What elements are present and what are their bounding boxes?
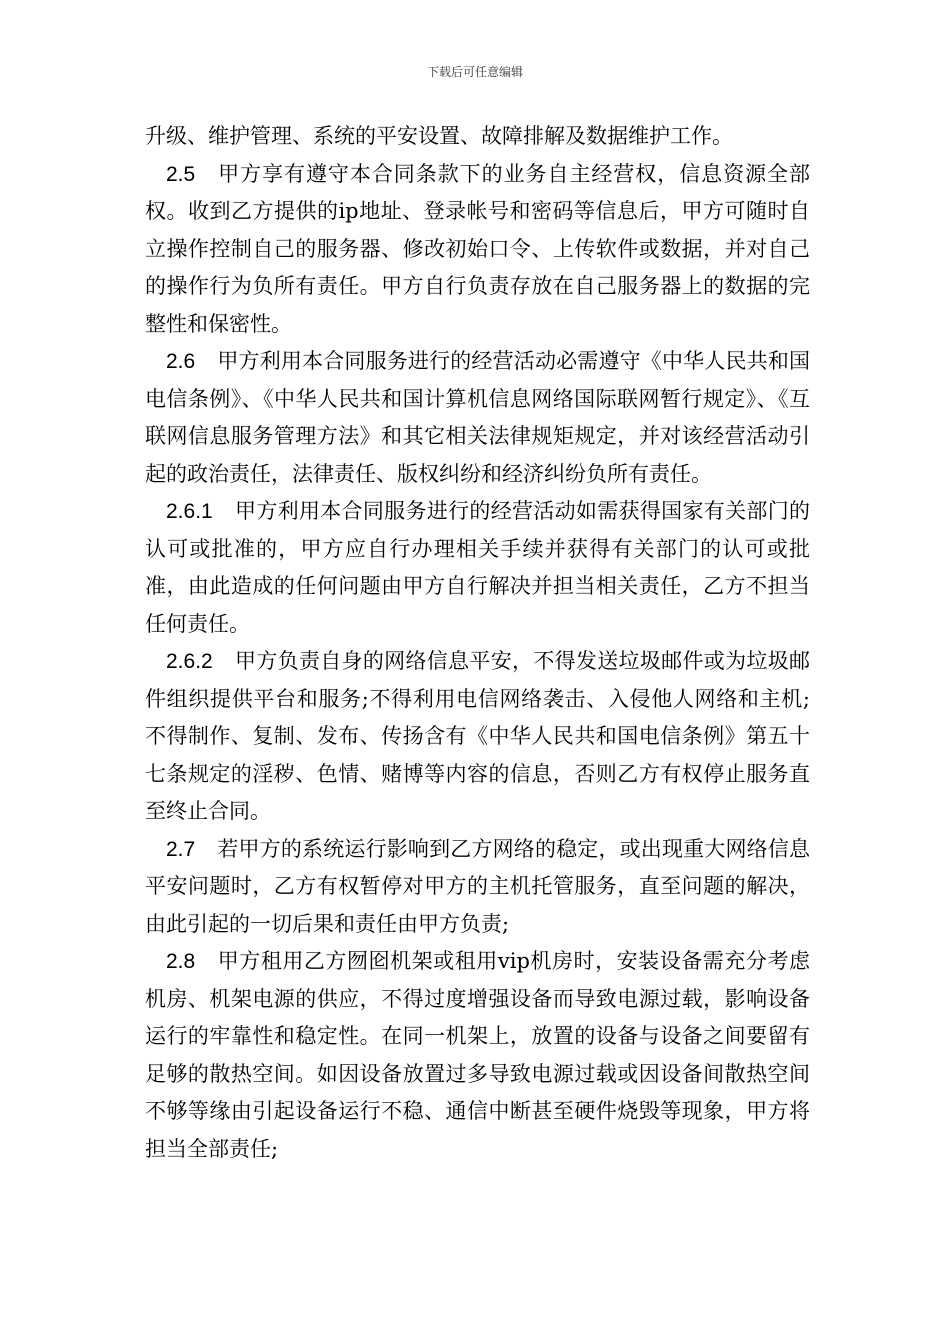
paragraph-text: 甲方享有遵守本合同条款下的业务自主经营权，信息资源全部权。收到乙方提供的ip地址、登录帐号和密码等信息后，甲方可随时自立操作控制自己的服务器、修改初始口令、上传软件或数据，并对自己的操作行为负所有责任。甲方自行负责存放在自己服务器上的数据的完整性和保密性。 bbox=[145, 161, 810, 336]
clause-number: 2.6.1 bbox=[166, 500, 213, 523]
paragraph-continuation bbox=[145, 118, 810, 156]
clause-2-6-1 bbox=[145, 493, 810, 643]
paragraph-text: 甲方负责自身的网络信息平安，不得发送垃圾邮件或为垃圾邮件组织提供平台和服务;不得利用电信网络袭击、入侵他人网络和主机;不得制作、复制、发布、传扬含有《中华人民共和国电信条例》第五十七条规定的淫秽、色情、赌博等内容的信息，否则乙方有权停止服务直至终止合同。 bbox=[145, 649, 810, 823]
page-header: 下载后可任意编辑 bbox=[426, 65, 523, 79]
paragraph-text: 甲方利用本合同服务进行的经营活动必需遵守《中华人民共和国电信条例》、《中华人民共和国计算机信息网络国际联网暂行规定》、《互联网信息服务管理方法》和其它相关法律规矩规定，并对该经营活动引起的政治责任，法律责任、版权纠纷和经济纠纷负所有责任。 bbox=[145, 349, 810, 486]
clause-2-5 bbox=[145, 156, 810, 344]
paragraph-text: 若甲方的系统运行影响到乙方网络的稳定，或出现重大网络信息平安问题时，乙方有权暂停对甲方的主机托管服务，直至问题的解决，由此引起的一切后果和责任由甲方负责; bbox=[145, 836, 810, 936]
clause-2-6-2 bbox=[145, 643, 810, 831]
clause-number: 2.8 bbox=[166, 950, 196, 973]
paragraph-text: 甲方利用本合同服务进行的经营活动如需获得国家有关部门的认可或批准的，甲方应自行办理相关手续并获得有关部门的认可或批准，由此造成的任何问题由甲方自行解决并担当相关责任，乙方不担当任何责任。 bbox=[145, 499, 810, 636]
clause-2-7 bbox=[145, 831, 810, 944]
paragraph-text: 升级、维护管理、系统的平安设置、故障排解及数据维护工作。 bbox=[145, 124, 733, 148]
clause-number: 2.6 bbox=[166, 350, 196, 373]
document-body bbox=[145, 118, 810, 1168]
clause-number: 2.5 bbox=[166, 162, 196, 186]
clause-2-8 bbox=[145, 943, 810, 1168]
clause-2-6 bbox=[145, 343, 810, 493]
paragraph-text: 甲方租用乙方囫囵机架或租用vip机房时，安装设备需充分考虑机房、机架电源的供应，不得过度增强设备而导致电源过载，影响设备运行的牢靠性和稳定性。在同一机架上，放置的设备与设备之间要留有足够的散热空间。如因设备放置过多导致电源过载或因设备间散热空间不够等缘由引起设备运行不稳、通信中断甚至硬件烧毁等现象，甲方将担当全部责任; bbox=[145, 949, 810, 1161]
clause-number: 2.7 bbox=[166, 837, 196, 861]
clause-number: 2.6.2 bbox=[166, 650, 213, 673]
